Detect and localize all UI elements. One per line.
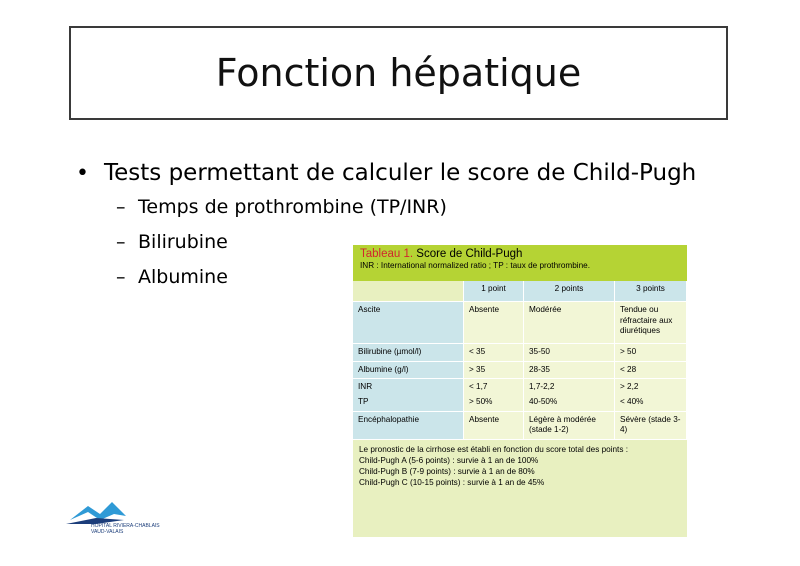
column-header: 3 points	[615, 281, 687, 302]
row-label: Bilirubine (µmol/l)	[353, 344, 464, 362]
main-bullet-text: Tests permettant de calculer le score de Child-Pugh	[104, 160, 697, 186]
table-cell: Modérée	[524, 302, 615, 344]
table-cell: Tendue ou réfractaire aux diurétiques	[615, 302, 687, 344]
table-cell: Sévère (stade 3-4)	[615, 411, 687, 439]
table-cell: > 50	[615, 344, 687, 362]
table-cell: < 35	[464, 344, 524, 362]
row-label: Ascite	[353, 302, 464, 344]
table-cell: > 2,2 < 40%	[615, 379, 687, 411]
bullet-dot-icon: •	[76, 161, 89, 186]
dash-icon: –	[116, 266, 126, 288]
dash-icon: –	[116, 196, 126, 218]
table-cell: > 35	[464, 361, 524, 379]
table-title: Tableau 1. Score de Child-Pugh	[360, 248, 523, 260]
table-cell: Légère à modérée (stade 1-2)	[524, 411, 615, 439]
column-header: 2 points	[524, 281, 615, 302]
score-table	[353, 281, 687, 440]
sub-bullet: – Bilirubine	[116, 231, 228, 253]
table-row	[353, 302, 687, 344]
sub-bullet: – Temps de prothrombine (TP/INR)	[116, 196, 447, 218]
sub-bullet: – Albumine	[116, 266, 228, 288]
table-subtitle: INR : International normalized ratio ; TP : taux de prothrombine.	[360, 261, 590, 270]
child-pugh-table	[353, 245, 687, 537]
table-cell: < 28	[615, 361, 687, 379]
row-label: Albumine (g/l)	[353, 361, 464, 379]
table-footer: Le pronostic de la cirrhose est établi en fonction du score total des points : Child-Pugh A (5-6 points) : survie à 1 an de 100% Child-Pugh B (7-9 points) : survie à 1 an de 80% Child-Pugh C (10-15 points) : survie à 1 an de 45%	[359, 444, 628, 488]
table-row	[353, 379, 687, 411]
table-row	[353, 281, 687, 302]
row-label: INR TP	[353, 379, 464, 411]
column-header	[353, 281, 464, 302]
column-header: 1 point	[464, 281, 524, 302]
table-row	[353, 411, 687, 439]
table-cell: Absente	[464, 302, 524, 344]
table-cell: Absente	[464, 411, 524, 439]
table-header	[353, 245, 687, 281]
title-box	[69, 26, 728, 120]
dash-icon: –	[116, 231, 126, 253]
table-row	[353, 361, 687, 379]
main-bullet	[76, 160, 696, 186]
row-label: Encéphalopathie	[353, 411, 464, 439]
table-cell: 1,7-2,2 40-50%	[524, 379, 615, 411]
table-cell: 35-50	[524, 344, 615, 362]
logo-text: HÔPITAL RIVIERA-CHABLAIS VAUD-VALAIS	[91, 523, 160, 535]
table-cell: 28-35	[524, 361, 615, 379]
slide-title: Fonction hépatique	[215, 51, 582, 95]
table-row	[353, 344, 687, 362]
table-cell: < 1,7 > 50%	[464, 379, 524, 411]
